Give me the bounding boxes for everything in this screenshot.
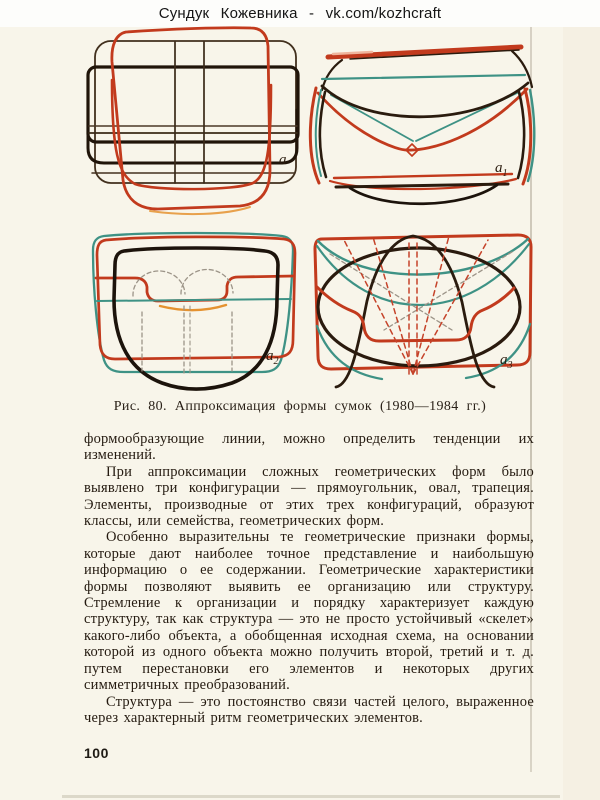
panel-label-a3: $a_3$ <box>500 352 513 371</box>
paragraph: Структура — это постоянство связи частей целого, выраженное через характерный ритм геометрических элементов. <box>84 693 534 726</box>
panel-flap-bags <box>93 233 295 389</box>
header-title: Сундук Кожевника - vk.com/kozhcraft <box>158 5 442 22</box>
panel-label-a2: $a_2$ <box>266 348 279 367</box>
panel-label-a1: $a_1$ <box>495 160 508 179</box>
panel-rectangular-bags <box>88 28 298 214</box>
page-number: 100 <box>84 745 109 761</box>
paragraph: формообразующие линии, можно определить тенденции их изменений. <box>84 431 534 464</box>
panel-oval-bags <box>310 47 534 204</box>
paragraph: Особенно выразительны те геометрические признаки формы, которые дают наиболее точное представление и наибольшую информацию о ее содержании. Геометрические характеристики формы позволяют выявить ее организацию или структуру. Стремление к организации и порядку характеризует каждую структуру, так как структура — это не просто устойчивый «скелет» какого-либо объекта, а обобщенная исходная схема, на основании которой из одного объекта можно получить второй, третий и т. д. путем перестановки его элементов и некоторых других симметричных преобразований. <box>84 529 534 694</box>
body-text <box>84 431 534 726</box>
scan-bottom-edge <box>62 795 560 798</box>
panel-trapezoid-bags <box>315 235 531 387</box>
figure-caption: Рис. 80. Аппроксимация формы сумок (1980—1984 гг.) <box>113 399 487 414</box>
paragraph: При аппроксимации сложных геометрических форм было выявлено три конфигурации — прямоугольник, овал, трапеция. Элементы, производные от этих трех конфигураций, образуют классы, или семейства, геометрических форм. <box>84 463 534 530</box>
panel-label-a: a <box>279 152 287 168</box>
figure-bag-sketches <box>0 0 600 398</box>
